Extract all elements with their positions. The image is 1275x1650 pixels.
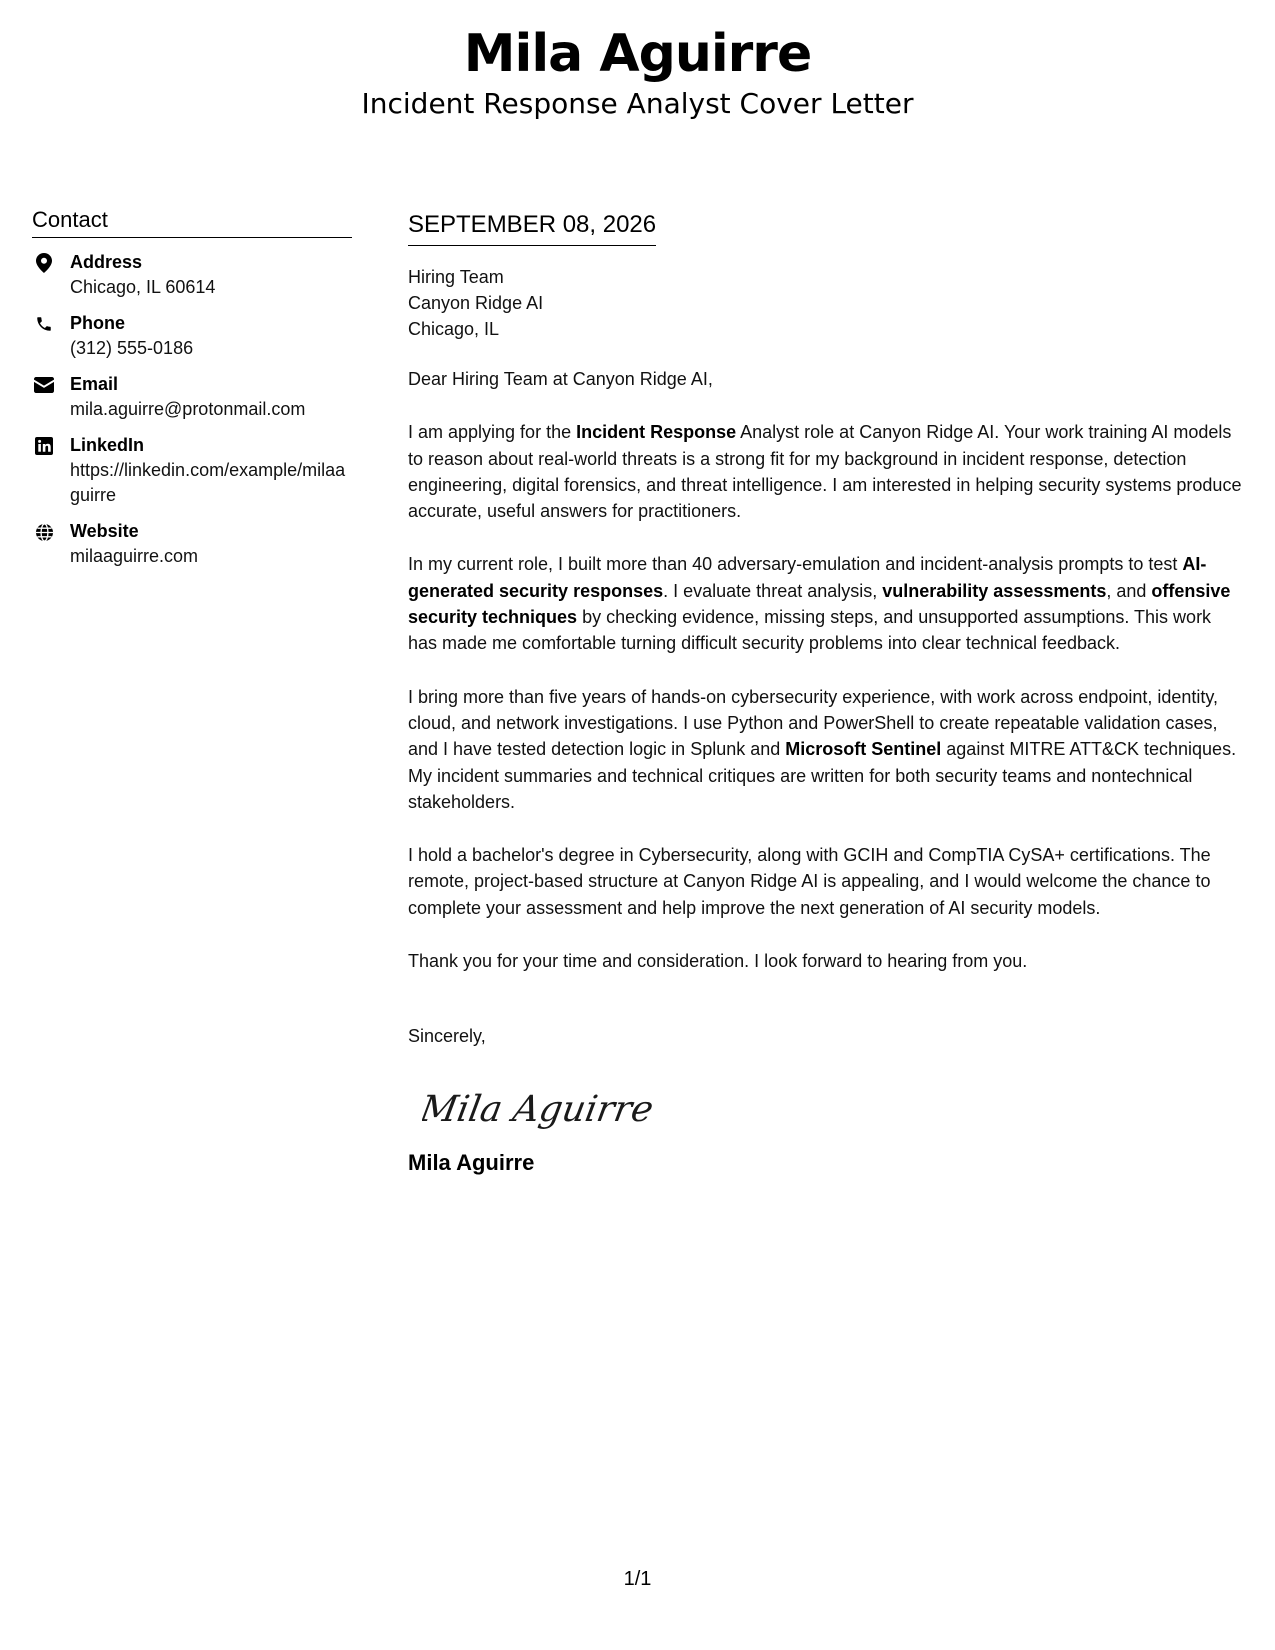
contact-item-address (32, 250, 352, 300)
document-subtitle: Incident Response Analyst Cover Letter (361, 87, 914, 120)
bold-phrase: AI-generated security responses (408, 554, 1207, 601)
contact-item-phone (32, 311, 352, 361)
page-number: 1/1 (623, 1568, 652, 1590)
envelope-icon (32, 373, 56, 397)
address-label: Address (70, 252, 143, 272)
bold-phrase: vulnerability assessments (882, 580, 1107, 601)
salutation: Dear Hiring Team at Canyon Ridge AI, (408, 369, 713, 389)
recipient-line: Canyon Ridge AI (408, 293, 544, 313)
contact-item-linkedin (32, 433, 352, 508)
phone-value: (312) 555-0186 (70, 338, 194, 358)
recipient-block (408, 264, 1244, 342)
contact-sidebar (32, 206, 352, 580)
body-paragraph-5: Thank you for your time and consideration. I look forward to hearing from you. (408, 951, 1028, 972)
contact-item-email (32, 372, 352, 422)
recipient-line: Chicago, IL (408, 319, 500, 339)
map-pin-icon (32, 251, 56, 275)
linkedin-value[interactable]: https://linkedin.com/example/milaaguirre (70, 460, 346, 505)
signature-text: Mila Aguirre (422, 1087, 657, 1131)
contact-item-website (32, 519, 352, 569)
letter-header (0, 24, 1275, 122)
bold-phrase: Incident Response (576, 422, 737, 443)
letter-body (408, 366, 1244, 974)
phone-icon (32, 312, 56, 336)
email-value: mila.aguirre@protonmail.com (70, 399, 306, 419)
body-paragraph-3: I bring more than five years of hands-on cybersecurity experience, with work across endpoint, identity, cloud, and network investigations. I use Python and PowerShell to create repeatable validation cases, and I have tested detection logic in Splunk and Microsoft Sentinel against MITRE ATT&CK techniques. My incident summaries and technical critiques are written for both security teams and nontechnical stakeholders. (408, 686, 1237, 812)
contact-heading: Contact (32, 206, 352, 238)
address-value: Chicago, IL 60614 (70, 277, 216, 297)
linkedin-label: LinkedIn (70, 435, 145, 455)
recipient-line: Hiring Team (408, 267, 504, 287)
closing-line: Sincerely, (408, 1026, 486, 1047)
linkedin-icon (32, 434, 56, 458)
letter-content (408, 210, 1244, 1177)
signer-name: Mila Aguirre (408, 1150, 535, 1176)
bold-phrase: offensive security techniques (408, 580, 1231, 628)
body-paragraph-4: I hold a bachelor's degree in Cybersecurity, along with GCIH and CompTIA CySA+ certifications. The remote, project-based structure at Canyon Ridge AI is appealing, and I would welcome the chance to complete your assessment and help improve the next generation of AI security models. (408, 845, 1211, 918)
applicant-name: Mila Aguirre (463, 24, 812, 84)
globe-icon (32, 520, 56, 544)
handwritten-signature (422, 1079, 662, 1139)
bold-phrase: Microsoft Sentinel (785, 739, 942, 760)
website-label: Website (70, 521, 139, 541)
body-paragraph-1: I am applying for the Incident Response Analyst role at Canyon Ridge AI. Your work training AI models to reason about real-world threats is a strong fit for my background in incident response, detection engineering, digital forensics, and threat intelligence. I am interested in helping security systems produce accurate, useful answers for practitioners. (408, 422, 1242, 522)
contact-list (32, 250, 352, 569)
email-label: Email (70, 374, 119, 394)
website-value[interactable]: milaaguirre.com (70, 546, 199, 566)
phone-label: Phone (70, 313, 126, 333)
letter-date: SEPTEMBER 08, 2026 (408, 210, 656, 246)
body-paragraph-2: In my current role, I built more than 40 adversary-emulation and incident-analysis prompts to test AI-generated security responses. I evaluate threat analysis, vulnerability assessments, and offensive security techniques by checking evidence, missing steps, and unsupported assumptions. This work has made me comfortable turning difficult security problems into clear technical feedback. (408, 554, 1231, 654)
